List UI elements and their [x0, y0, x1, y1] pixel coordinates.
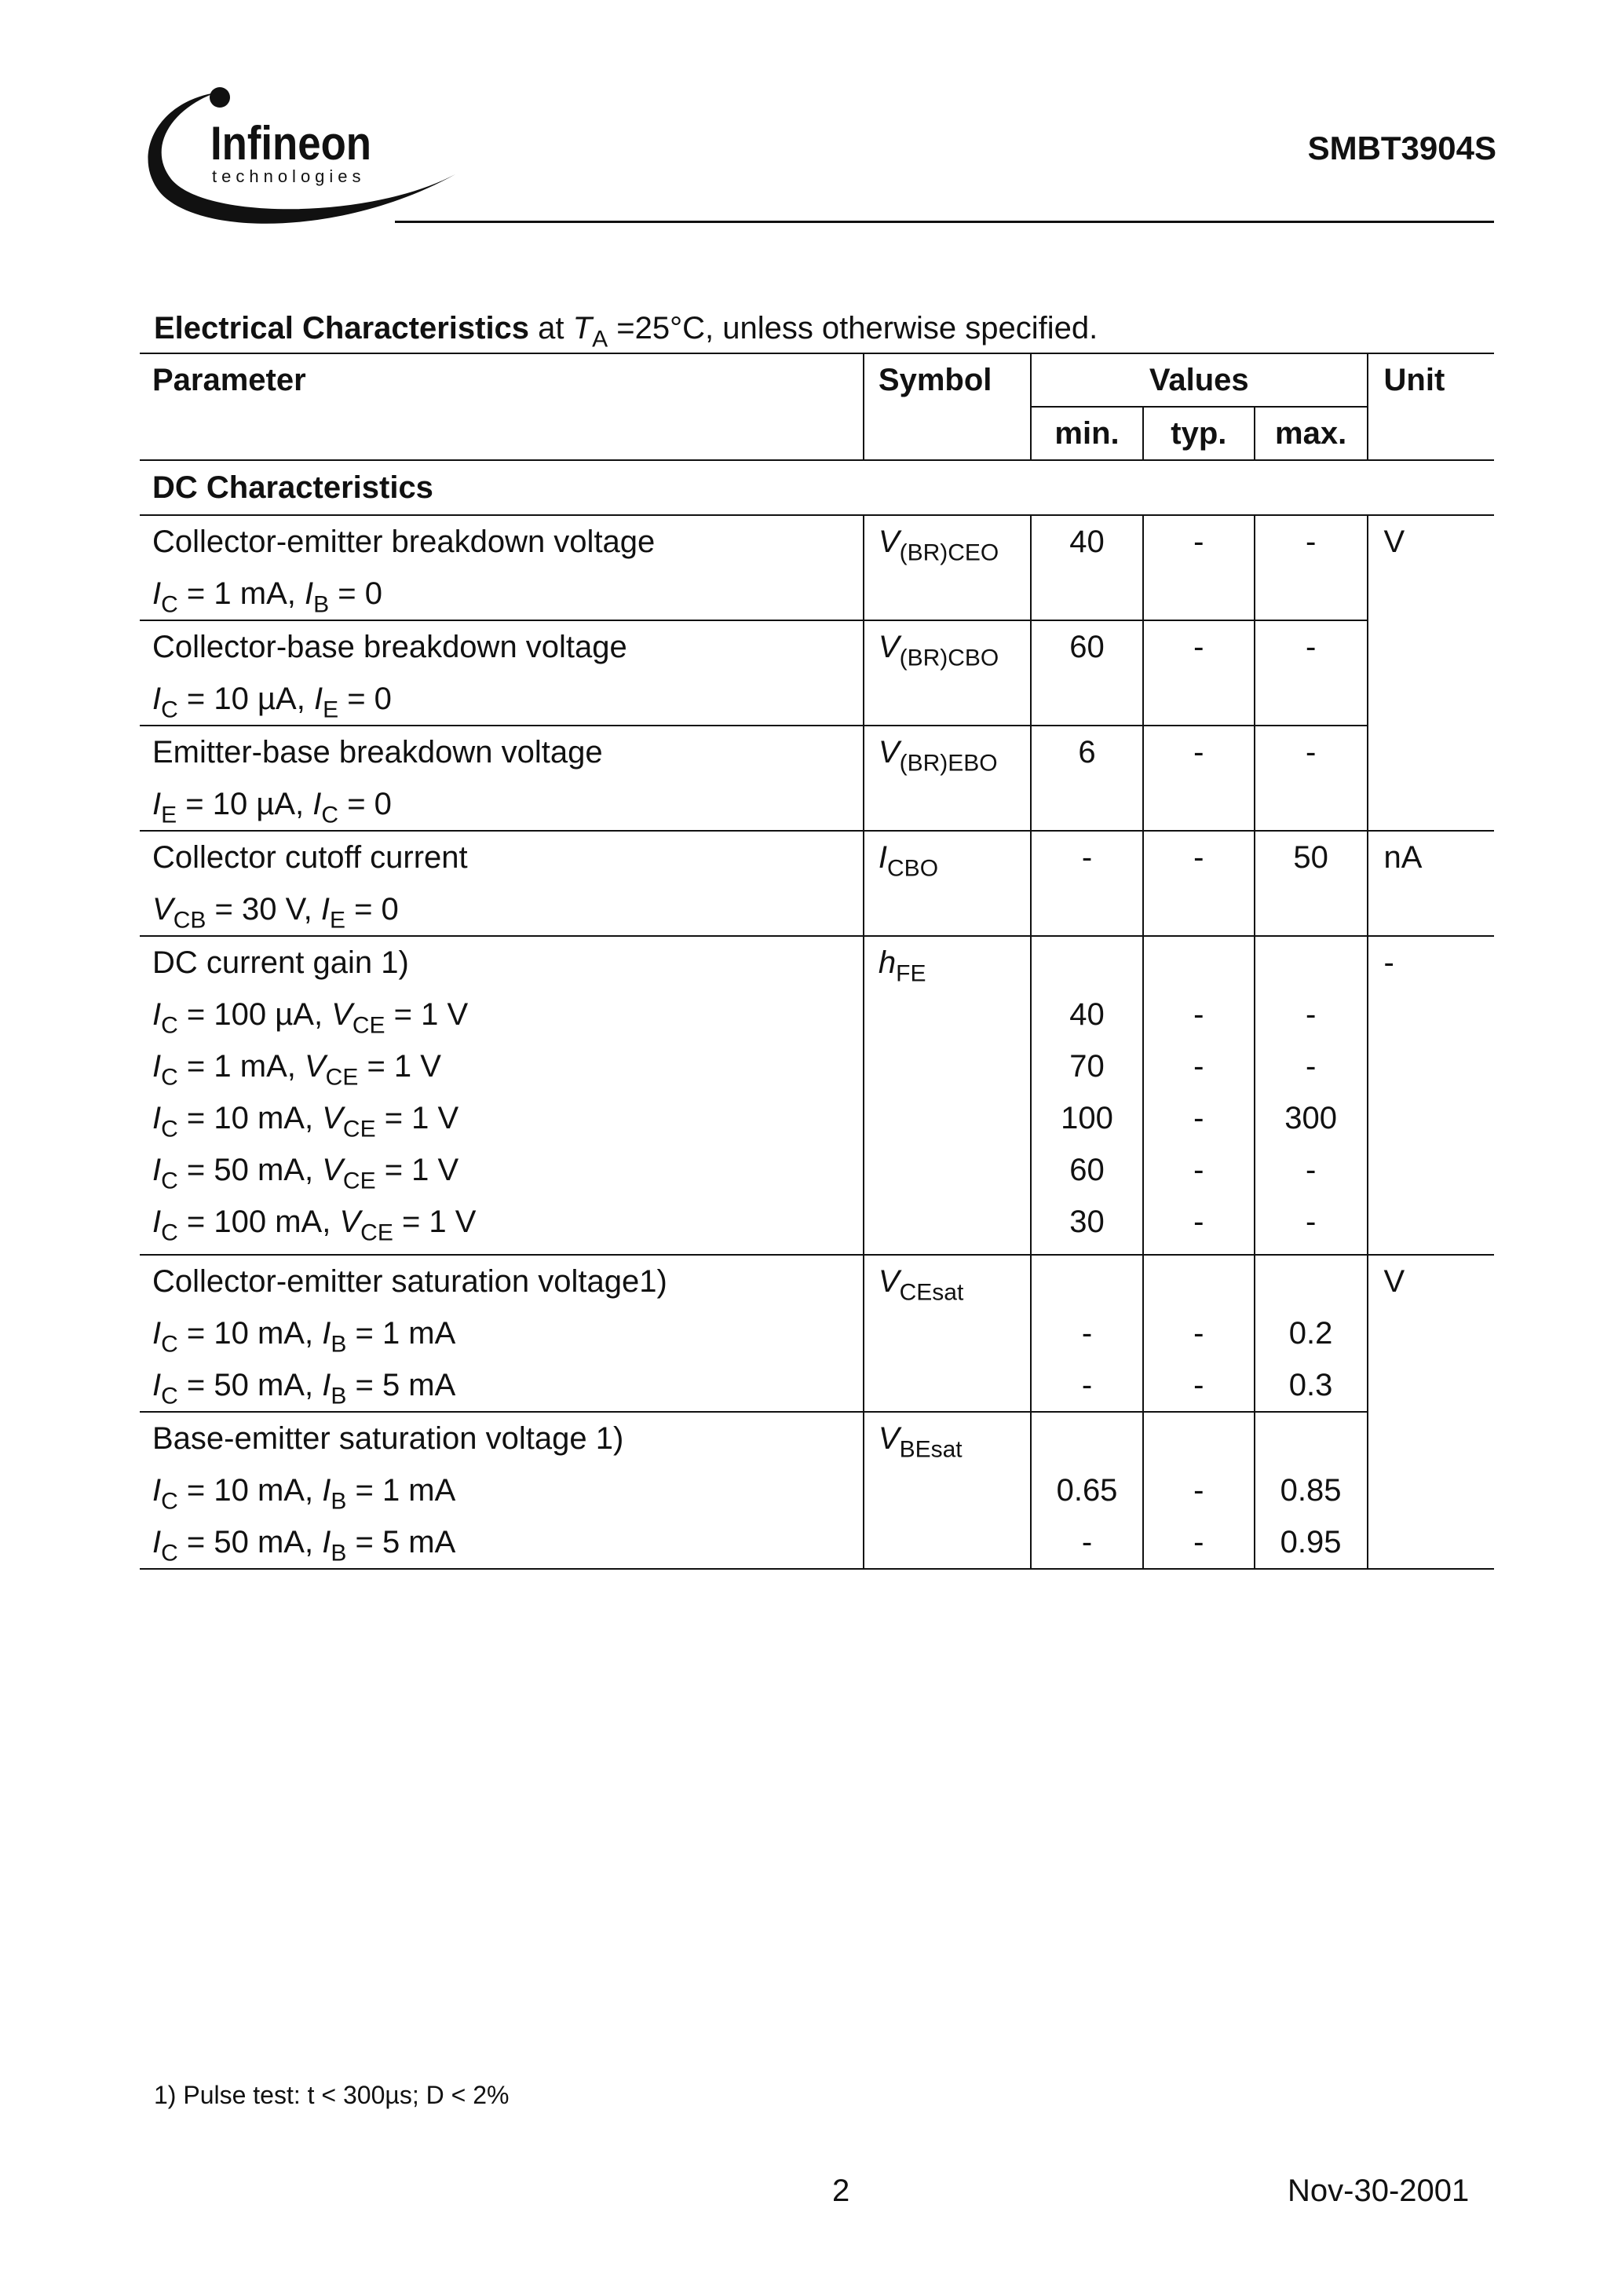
symbol-cell — [864, 726, 1031, 831]
typ-value-cell — [1143, 1255, 1255, 1412]
cond-subscript: C — [161, 591, 178, 618]
unit: V — [1383, 525, 1405, 559]
parameter-cell — [140, 1412, 864, 1569]
parameter-name: Collector-emitter saturation voltage1) — [152, 1264, 667, 1299]
cond-subscript: E — [323, 696, 339, 723]
unit-cell — [1368, 936, 1494, 1255]
min-value: 100 — [1061, 1101, 1113, 1135]
svg-text:technologies: technologies — [212, 166, 366, 186]
table-body — [140, 515, 1494, 1569]
symbol — [864, 937, 1030, 989]
min-value-cell — [1031, 620, 1143, 726]
cond-subscript: B — [331, 1383, 347, 1409]
typ-value: - — [1193, 840, 1204, 875]
max-value-cell — [1255, 1255, 1368, 1412]
typ-value: - — [1193, 1368, 1204, 1402]
min-value: - — [1081, 1316, 1093, 1351]
symbol — [864, 621, 1030, 673]
header-parameter: Parameter — [152, 363, 306, 397]
cond-subscript: B — [331, 1331, 347, 1358]
cond-text: = 1 V — [358, 1049, 441, 1084]
min-value: 70 — [1069, 1049, 1105, 1084]
min-value: 60 — [1069, 630, 1105, 664]
section-title — [154, 311, 1098, 353]
cond-text: = 5 mA — [346, 1525, 456, 1559]
max-value: 0.85 — [1280, 1473, 1342, 1508]
cond-subscript: CE — [342, 1116, 376, 1143]
cond-text: = 1 V — [385, 997, 469, 1032]
title-ta-sub: A — [592, 326, 608, 353]
min-value: - — [1081, 1525, 1093, 1559]
table-row — [140, 1255, 1494, 1412]
cond-symbol: I — [322, 1368, 331, 1402]
cond-symbol: V — [152, 892, 174, 927]
infineon-logo — [133, 79, 463, 236]
max-value: - — [1305, 1049, 1317, 1084]
title-ta-symbol: T — [572, 311, 593, 345]
cond-symbol: I — [152, 1473, 162, 1508]
blank-line — [1255, 1256, 1367, 1307]
test-condition — [140, 673, 863, 725]
typ-value: - — [1193, 1316, 1204, 1351]
max-value: 0.3 — [1288, 1368, 1333, 1402]
min-value: 30 — [1069, 1205, 1105, 1239]
min-value: 60 — [1069, 1153, 1105, 1187]
max-value: 0.2 — [1288, 1316, 1333, 1351]
table-row — [140, 831, 1494, 936]
cond-subscript: E — [329, 907, 345, 934]
max-value: - — [1305, 735, 1317, 770]
parameter-name: DC current gain 1) — [152, 945, 409, 980]
typ-value: - — [1193, 1205, 1204, 1239]
typ-value: - — [1193, 630, 1204, 664]
min-value-cell — [1031, 831, 1143, 936]
symbol — [864, 832, 1030, 883]
cond-symbol: I — [152, 997, 162, 1032]
blank-line — [1032, 1256, 1142, 1307]
parameter-cell — [140, 726, 864, 831]
cond-subscript: CE — [360, 1219, 393, 1246]
cond-symbol: I — [152, 1368, 162, 1402]
symbol — [864, 1413, 1030, 1464]
typ-value: - — [1193, 1473, 1204, 1508]
cond-subscript: CE — [325, 1064, 359, 1091]
cond-subscript: E — [161, 802, 177, 828]
cond-text: = 0 — [329, 576, 382, 611]
cond-text: = 10 mA, — [177, 1316, 323, 1351]
symbol-cell — [864, 515, 1031, 620]
parameter-cell — [140, 620, 864, 726]
cond-subscript: C — [161, 1331, 178, 1358]
header-rule — [395, 221, 1494, 223]
svg-text:Infineon: Infineon — [210, 117, 371, 170]
cond-subscript: C — [161, 1540, 178, 1567]
blank-line — [1032, 937, 1142, 989]
symbol-cell — [864, 1255, 1031, 1412]
cond-symbol: I — [320, 892, 330, 927]
footnote: 1) Pulse test: t < 300µs; D < 2% — [154, 2081, 510, 2109]
cond-subscript: C — [161, 1012, 178, 1039]
cond-subscript: C — [161, 1064, 178, 1091]
parameter-name: Base-emitter saturation voltage 1) — [152, 1421, 624, 1456]
max-value: - — [1305, 997, 1317, 1032]
table-row — [140, 936, 1494, 1255]
min-value-cell — [1031, 726, 1143, 831]
typ-value-cell — [1143, 515, 1255, 620]
unit-cell — [1368, 1255, 1494, 1569]
test-condition — [140, 989, 863, 1040]
symbol — [864, 726, 1030, 778]
cond-text: = 10 µA, — [177, 682, 314, 716]
symbol — [864, 516, 1030, 568]
cond-symbol: I — [313, 682, 323, 716]
max-value: 0.95 — [1280, 1525, 1342, 1559]
part-number: SMBT3904S — [1307, 130, 1496, 166]
cond-text: = 50 mA, — [177, 1525, 323, 1559]
test-condition — [140, 1092, 863, 1144]
cond-text: = 100 µA, — [177, 997, 332, 1032]
parameter-name: Emitter-base breakdown voltage — [152, 735, 603, 770]
cond-text: = 0 — [338, 787, 392, 821]
table-row — [140, 726, 1494, 831]
cond-symbol: V — [322, 1101, 343, 1135]
cond-subscript: C — [161, 696, 178, 723]
cond-subscript: CE — [342, 1168, 376, 1194]
test-condition — [140, 1359, 863, 1411]
header-min: min. — [1054, 416, 1120, 451]
min-value-cell — [1031, 1412, 1143, 1569]
test-condition — [140, 1144, 863, 1196]
blank-line — [1032, 1413, 1142, 1464]
max-value-cell — [1255, 726, 1368, 831]
symbol-subscript: BEsat — [899, 1436, 963, 1463]
cond-symbol: I — [322, 1473, 331, 1508]
cond-symbol: I — [322, 1525, 331, 1559]
max-value-cell — [1255, 936, 1368, 1255]
typ-value: - — [1193, 997, 1204, 1032]
title-rest: =25°C, unless otherwise specified. — [616, 311, 1098, 345]
cond-text: = 1 mA, — [177, 1049, 305, 1084]
symbol-subscript: FE — [896, 960, 926, 987]
section-dc-characteristics: DC Characteristics — [152, 470, 433, 505]
min-value: 0.65 — [1056, 1473, 1118, 1508]
typ-value: - — [1193, 525, 1204, 559]
symbol — [864, 1256, 1030, 1307]
test-condition — [140, 1307, 863, 1359]
cond-subscript: CB — [173, 907, 206, 934]
header-symbol: Symbol — [878, 363, 992, 397]
cond-symbol: I — [312, 787, 322, 821]
test-condition — [140, 1516, 863, 1568]
max-value: 50 — [1293, 840, 1328, 875]
symbol-subscript: CBO — [887, 855, 939, 882]
min-value: 6 — [1078, 735, 1096, 770]
unit: nA — [1383, 840, 1423, 875]
parameter-name: Collector-base breakdown voltage — [152, 630, 627, 664]
test-condition — [140, 778, 863, 830]
min-value-cell — [1031, 936, 1143, 1255]
symbol-letter: V — [878, 525, 900, 559]
min-value: 40 — [1069, 525, 1105, 559]
cond-symbol: I — [152, 1205, 162, 1239]
test-condition — [140, 883, 863, 935]
cond-symbol: I — [152, 1153, 162, 1187]
header-max: max. — [1275, 416, 1347, 451]
symbol-cell — [864, 1412, 1031, 1569]
cond-text: = 0 — [345, 892, 399, 927]
table-row — [140, 1412, 1494, 1569]
symbol-subscript: (BR)EBO — [899, 750, 998, 777]
cond-symbol: V — [331, 997, 353, 1032]
header-values: Values — [1149, 363, 1249, 397]
symbol-cell — [864, 620, 1031, 726]
cond-text: = 50 mA, — [177, 1368, 323, 1402]
cond-text: = 1 mA — [346, 1316, 456, 1351]
cond-subscript: CE — [352, 1012, 385, 1039]
parameter-name: Collector-emitter breakdown voltage — [152, 525, 656, 559]
cond-subscript: B — [331, 1488, 347, 1515]
unit-cell — [1368, 831, 1494, 936]
page-number: 2 — [832, 2174, 850, 2208]
symbol-subscript: (BR)CBO — [899, 645, 999, 671]
min-value: - — [1081, 840, 1093, 875]
symbol-letter: h — [878, 945, 897, 980]
max-value-cell — [1255, 831, 1368, 936]
max-value-cell — [1255, 620, 1368, 726]
cond-text: = 10 mA, — [177, 1101, 323, 1135]
max-value: 300 — [1284, 1101, 1337, 1135]
cond-text: = 10 µA, — [177, 787, 313, 821]
cond-subscript: C — [161, 1488, 178, 1515]
cond-symbol: I — [322, 1316, 331, 1351]
blank-line — [1255, 1413, 1367, 1464]
title-at: at — [538, 311, 564, 345]
unit: - — [1383, 945, 1394, 980]
test-condition — [140, 1196, 863, 1248]
min-value: - — [1081, 1368, 1093, 1402]
cond-text: = 1 V — [375, 1101, 459, 1135]
parameter-cell — [140, 1255, 864, 1412]
cond-symbol: I — [152, 1316, 162, 1351]
symbol-letter: I — [878, 840, 888, 875]
parameter-cell — [140, 936, 864, 1255]
cond-symbol: V — [322, 1153, 343, 1187]
test-condition — [140, 568, 863, 620]
typ-value: - — [1193, 1525, 1204, 1559]
typ-value-cell — [1143, 620, 1255, 726]
typ-value: - — [1193, 1101, 1204, 1135]
cond-text: = 50 mA, — [177, 1153, 323, 1187]
symbol-letter: V — [878, 1264, 900, 1299]
typ-value-cell — [1143, 936, 1255, 1255]
symbol-cell — [864, 936, 1031, 1255]
cond-subscript: C — [161, 1383, 178, 1409]
section-row — [140, 460, 1494, 515]
max-value: - — [1305, 1205, 1317, 1239]
max-value-cell — [1255, 515, 1368, 620]
parameter-cell — [140, 515, 864, 620]
cond-symbol: I — [152, 787, 162, 821]
electrical-characteristics-table — [140, 353, 1494, 1570]
test-condition — [140, 1040, 863, 1092]
cond-text: = 1 V — [393, 1205, 477, 1239]
max-value: - — [1305, 630, 1317, 664]
typ-value-cell — [1143, 831, 1255, 936]
max-value: - — [1305, 1153, 1317, 1187]
cond-subscript: B — [313, 591, 330, 618]
min-value-cell — [1031, 1255, 1143, 1412]
symbol-cell — [864, 831, 1031, 936]
cond-symbol: I — [152, 1525, 162, 1559]
cond-text: = 100 mA, — [177, 1205, 340, 1239]
typ-value: - — [1193, 735, 1204, 770]
typ-value: - — [1193, 1153, 1204, 1187]
max-value-cell — [1255, 1412, 1368, 1569]
min-value: 40 — [1069, 997, 1105, 1032]
typ-value: - — [1193, 1049, 1204, 1084]
cond-subscript: C — [161, 1219, 178, 1246]
table-row — [140, 515, 1494, 620]
cond-symbol: I — [152, 682, 162, 716]
typ-value-cell — [1143, 726, 1255, 831]
cond-subscript: C — [161, 1116, 178, 1143]
title-bold: Electrical Characteristics — [154, 311, 530, 345]
cond-text: = 5 mA — [346, 1368, 456, 1402]
blank-line — [1144, 1413, 1254, 1464]
cond-symbol: I — [152, 1049, 162, 1084]
cond-text: = 1 mA — [346, 1473, 456, 1508]
revision-date: Nov-30-2001 — [1288, 2174, 1470, 2208]
row-spacer — [140, 1248, 863, 1254]
cond-subscript: C — [161, 1168, 178, 1194]
symbol-letter: V — [878, 1421, 900, 1456]
blank-line — [1144, 1256, 1254, 1307]
cond-text: = 0 — [338, 682, 392, 716]
max-value: - — [1305, 525, 1317, 559]
cond-text: = 1 V — [375, 1153, 459, 1187]
parameter-cell — [140, 831, 864, 936]
blank-line — [1144, 937, 1254, 989]
table-row — [140, 620, 1494, 726]
cond-subscript: B — [331, 1540, 347, 1567]
unit-cell — [1368, 515, 1494, 831]
min-value-cell — [1031, 515, 1143, 620]
header-unit: Unit — [1383, 363, 1445, 397]
cond-symbol: I — [304, 576, 314, 611]
blank-line — [1255, 937, 1367, 989]
cond-symbol: V — [304, 1049, 326, 1084]
cond-symbol: I — [152, 576, 162, 611]
header-typ: typ. — [1171, 416, 1227, 451]
symbol-letter: V — [878, 630, 900, 664]
test-condition — [140, 1464, 863, 1516]
parameter-name: Collector cutoff current — [152, 840, 468, 875]
symbol-letter: V — [878, 735, 900, 770]
cond-text: = 10 mA, — [177, 1473, 323, 1508]
symbol-subscript: (BR)CEO — [899, 539, 999, 566]
symbol-subscript: CEsat — [899, 1279, 964, 1306]
header-row — [140, 353, 1494, 407]
cond-symbol: I — [152, 1101, 162, 1135]
cond-text: = 30 V, — [206, 892, 321, 927]
cond-text: = 1 mA, — [177, 576, 305, 611]
cond-subscript: C — [321, 802, 339, 828]
typ-value-cell — [1143, 1412, 1255, 1569]
cond-symbol: V — [339, 1205, 361, 1239]
unit: V — [1383, 1264, 1405, 1299]
